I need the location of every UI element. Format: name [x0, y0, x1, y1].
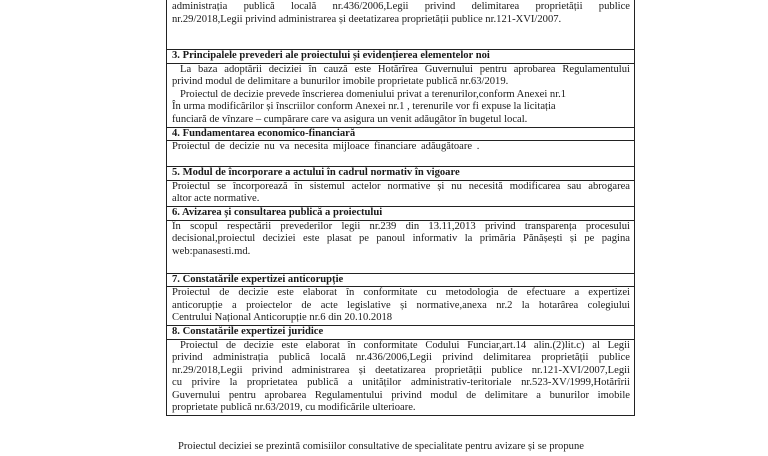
section6-heading: 6. Avizarea și consultarea publică a proiectului — [167, 206, 635, 220]
section4-heading: 4. Fundamentarea economico-financiară — [167, 127, 635, 141]
row-section3-heading — [167, 50, 635, 64]
row-section5-body — [167, 180, 635, 206]
text-line: Proiectul de decizie prevede înscrierea domeniului privat a terenurilor,conform Anexei nr.1 — [180, 88, 567, 100]
section3-heading: 3. Principalele prevederi ale proiectului și evidențierea elementelor noi — [167, 50, 635, 64]
row-section3-body — [167, 63, 635, 127]
text-line: altor acte normative. — [172, 193, 260, 205]
text-line: Proiectul se încorporează în sistemul actelor normative și nu necesită modificarea sau abrogarea — [172, 180, 630, 192]
text-line: web:panasesti.md. — [172, 245, 251, 257]
row-section6-body — [167, 220, 635, 273]
row-section8-body — [167, 339, 635, 416]
text-line: anticorupție a proiectelor de acte legislative și normative,anexa nr.2 la hotarârea colegiului — [172, 299, 630, 311]
explanatory-note-table — [166, 0, 635, 416]
row-section5-heading — [167, 167, 635, 181]
text-line: Proiectul de decizie este elaborat în conformitate Codului Funciar,art.14 alin.(2)lit.c) al Legii — [180, 339, 630, 351]
footer-paragraph: Proiectul deciziei se prezintă comisiilor consultative de specialitate pentru avizare și se propune — [178, 441, 584, 452]
text-line: Proiectul de decizie este elaborat în conformitate cu metodologia de efectuare a expertizei — [172, 287, 630, 299]
row-legal-basis-continued — [167, 0, 635, 50]
row-section7-body — [167, 287, 635, 326]
row-section4-heading — [167, 127, 635, 141]
section8-heading: 8. Constatările expertizei juridice — [167, 325, 635, 339]
text-line: Centrului Național Anticorupție nr.6 din 20.10.2018 — [172, 312, 393, 324]
row-section6-heading — [167, 206, 635, 220]
text-line: privind modul de delimitare a bunurilor imobile proprietate publică nr.63/2019. — [172, 76, 509, 88]
text-line: privind administrația publică locală nr.436/2006,Legii privind delimitarea proprietății publice — [172, 352, 630, 364]
section7-heading: 7. Constatările expertizei anticorupție — [167, 273, 635, 287]
text-line: decisional,proiectul deciziei este plasat pe panoul informativ la primăria Pănășești și pe pagina — [172, 233, 630, 245]
section5-heading: 5. Modul de încorporare a actului în cadrul normativ în vigoare — [167, 167, 635, 181]
text-line: nr.29/2018,Legii privind administrarea și deetatizarea proprietății publice nr.121-XVI/2007. — [172, 13, 562, 25]
text-line: proprietate publică nr.63/2019, cu modificările ulterioare. — [172, 402, 416, 414]
text-line: administrația publică locală nr.436/2006,Legii privind delimitarea proprietății publice — [172, 1, 630, 12]
text-line: Proiectul de decizie nu va necesita mijloace financiare adăugătoare . — [172, 141, 480, 153]
text-line: cu privire la proprietatea publică a unităților administrativ-teritoriale nr.523-XV/1999,Hotărîrii — [172, 377, 630, 389]
row-section7-heading — [167, 273, 635, 287]
row-section4-body — [167, 141, 635, 167]
text-line: funciară de vînzare – cumpărare care va asigura un venit adăugător în bugetul local. — [172, 113, 528, 125]
row-section8-heading — [167, 325, 635, 339]
text-line: În scopul respectării prevederilor legii nr.239 din 13.11,2013 privind transparența procesului — [172, 220, 630, 232]
text-line: La baza adoptării deciziei în cauză este Hotărîrea Guvernului pentru aprobarea Regulamentului — [180, 63, 630, 75]
text-line: În urma modificărilor și înscriilor conform Anexei nr.1 , terenurile vor fi expuse la licitația — [172, 101, 556, 113]
text-line: Guvernului pentru aprobarea Regulamentului privind modul de delimitare a bunurilor imobile — [172, 389, 630, 401]
text-line: nr.29/2018,Legii privind administrarea și deetatizarea proprietății publice nr.121-XVI/2007,Legii — [172, 364, 630, 376]
